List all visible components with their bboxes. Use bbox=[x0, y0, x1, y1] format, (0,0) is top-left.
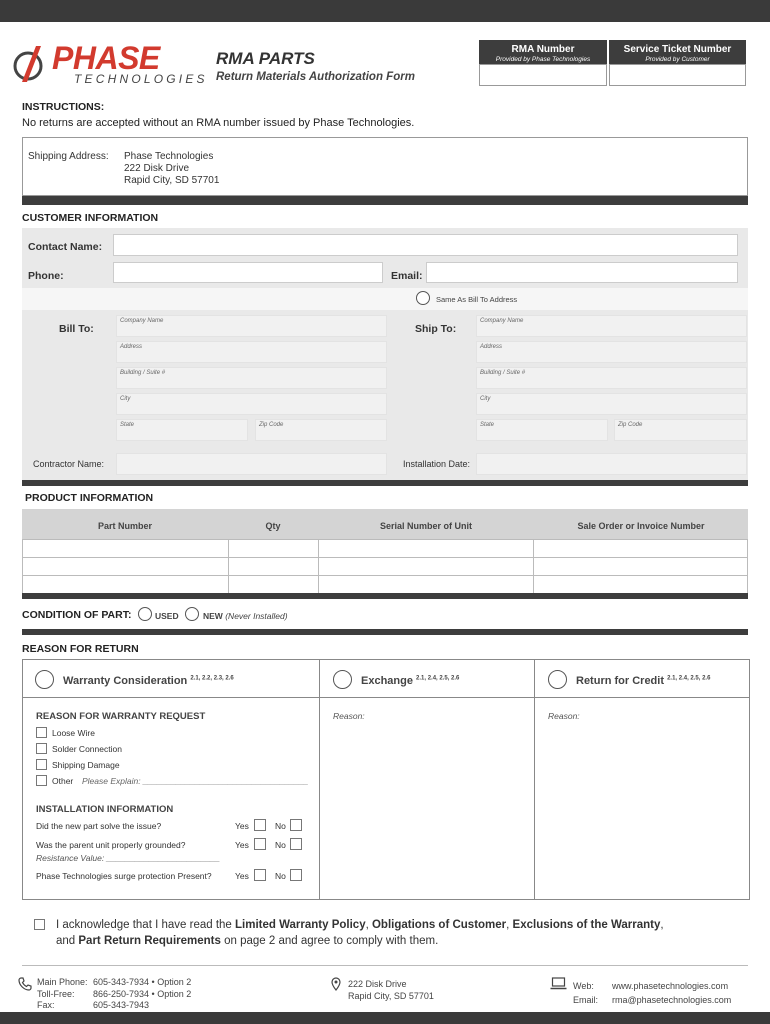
rma-number-header bbox=[479, 40, 607, 64]
footer-address-line-2: Rapid City, SD 57701 bbox=[348, 990, 434, 1001]
q3-no-label: No bbox=[275, 871, 286, 881]
reason-divider-v2 bbox=[534, 659, 535, 900]
bill-address-input[interactable] bbox=[116, 341, 387, 363]
ack-return-requirements: Part Return Requirements bbox=[78, 935, 221, 947]
loose-wire-label: Loose Wire bbox=[52, 728, 95, 738]
part-number-cell[interactable] bbox=[23, 540, 229, 558]
resistance-value-field[interactable]: Resistance Value: ________________________ bbox=[36, 853, 221, 863]
service-ticket-header bbox=[609, 40, 746, 64]
solder-connection-label: Solder Connection bbox=[52, 744, 122, 754]
fax-value: 605-343-7943 bbox=[93, 1000, 150, 1010]
phone-icon bbox=[18, 977, 32, 991]
footer-divider bbox=[22, 965, 748, 966]
ship-company-input[interactable] bbox=[476, 315, 747, 337]
ack-obligations: Obligations of Customer bbox=[371, 919, 507, 931]
same-as-bill-label: Same As Bill To Address bbox=[436, 295, 518, 304]
credit-label: Return for Credit bbox=[576, 675, 664, 687]
sale-order-cell[interactable] bbox=[534, 576, 748, 594]
rma-number-input[interactable] bbox=[479, 64, 607, 86]
rma-number-note: Provided by Phase Technologies bbox=[495, 56, 591, 63]
installation-info-heading: INSTALLATION INFORMATION bbox=[36, 804, 174, 815]
top-bar bbox=[0, 0, 770, 22]
used-label: USED bbox=[155, 611, 179, 621]
ack-text-1: I acknowledge that I have read the bbox=[56, 919, 236, 931]
sale-order-cell[interactable] bbox=[534, 540, 748, 558]
table-row bbox=[23, 540, 748, 558]
ship-state-input[interactable] bbox=[476, 419, 608, 441]
same-as-band bbox=[22, 288, 748, 310]
qty-cell[interactable] bbox=[228, 558, 318, 576]
warranty-radio[interactable] bbox=[35, 670, 54, 689]
credit-radio[interactable] bbox=[548, 670, 567, 689]
bill-state-placeholder: State bbox=[120, 422, 135, 428]
main-phone-value[interactable]: 605-343-7934 • Option 2 bbox=[93, 977, 192, 987]
ship-building-input[interactable] bbox=[476, 367, 747, 389]
q1-no-checkbox[interactable] bbox=[290, 819, 302, 831]
bill-city-placeholder: City bbox=[120, 396, 131, 402]
warranty-sup: 2.1, 2.2, 2.3, 2.6 bbox=[190, 675, 234, 682]
qty-cell[interactable] bbox=[228, 576, 318, 594]
product-info-heading: PRODUCT INFORMATION bbox=[25, 492, 154, 504]
contractor-name-input[interactable] bbox=[116, 453, 387, 475]
customer-info-heading: CUSTOMER INFORMATION bbox=[22, 212, 159, 224]
ack-text-4: , bbox=[660, 919, 664, 931]
contractor-name-label: Contractor Name: bbox=[33, 459, 105, 469]
ship-address-placeholder: Address bbox=[480, 344, 503, 350]
q1-yes-checkbox[interactable] bbox=[254, 819, 266, 831]
shipping-damage-label: Shipping Damage bbox=[52, 760, 120, 770]
q3-label: Phase Technologies surge protection Present? bbox=[36, 871, 212, 881]
ship-line-3: Rapid City, SD 57701 bbox=[124, 175, 220, 186]
logo-subtitle: TECHNOLOGIES bbox=[74, 72, 208, 86]
footer-address-line-1: 222 Disk Drive bbox=[348, 979, 407, 989]
q3-no-checkbox[interactable] bbox=[290, 869, 302, 881]
table-row bbox=[23, 558, 748, 576]
q3-yes-checkbox[interactable] bbox=[254, 869, 266, 881]
ship-line-2: 222 Disk Drive bbox=[124, 163, 190, 174]
service-ticket-label: Service Ticket Number bbox=[623, 44, 732, 55]
bill-to-label: Bill To: bbox=[59, 323, 94, 335]
credit-reason-label: Reason: bbox=[548, 711, 580, 721]
phone-input[interactable] bbox=[113, 262, 383, 283]
form-title: RMA PARTS bbox=[216, 49, 315, 68]
ack-text-2: , bbox=[365, 919, 372, 931]
bill-building-placeholder: Building / Suite # bbox=[120, 370, 166, 376]
table-row bbox=[23, 576, 748, 594]
exchange-option bbox=[361, 675, 459, 687]
fax-label: Fax: bbox=[37, 1000, 55, 1010]
bill-company-placeholder: Company Name bbox=[120, 318, 164, 324]
ship-address-input[interactable] bbox=[476, 341, 747, 363]
serial-cell[interactable] bbox=[318, 558, 534, 576]
used-radio[interactable] bbox=[138, 607, 152, 621]
ship-company-placeholder: Company Name bbox=[480, 318, 524, 324]
installation-date-label: Installation Date: bbox=[403, 459, 471, 469]
warranty-label: Warranty Consideration bbox=[63, 675, 188, 687]
ship-zip-placeholder: Zip Code bbox=[618, 422, 643, 428]
bill-state-input[interactable] bbox=[116, 419, 248, 441]
bill-zip-placeholder: Zip Code bbox=[259, 422, 284, 428]
toll-free-label: Toll-Free: bbox=[37, 988, 75, 999]
credit-reason-input[interactable] bbox=[545, 722, 743, 896]
email-link[interactable]: rma@phasetechnologies.com bbox=[612, 995, 732, 1005]
warranty-option bbox=[63, 675, 234, 687]
web-link[interactable]: www.phasetechnologies.com bbox=[612, 981, 729, 991]
bill-zip-input[interactable] bbox=[255, 419, 387, 441]
toll-free-value[interactable]: 866-250-7934 • Option 2 bbox=[93, 988, 192, 999]
ack-exclusions: Exclusions of the Warranty bbox=[512, 919, 661, 931]
q3-yes-label: Yes bbox=[235, 871, 249, 881]
acknowledge-checkbox[interactable] bbox=[34, 919, 45, 930]
col-sale-order: Sale Order or Invoice Number bbox=[577, 521, 705, 531]
col-part-number: Part Number bbox=[97, 521, 152, 531]
col-serial-number: Serial Number of Unit bbox=[379, 521, 472, 531]
acknowledge-text bbox=[56, 917, 746, 949]
phone-label: Phone: bbox=[28, 270, 64, 282]
new-note: (Never Installed) bbox=[225, 611, 288, 621]
please-explain-field[interactable]: Please Explain: ___________________________________ bbox=[82, 776, 309, 786]
q2-no-checkbox[interactable] bbox=[290, 838, 302, 850]
new-label: NEW bbox=[203, 611, 223, 621]
exchange-reason-input[interactable] bbox=[330, 722, 528, 896]
ship-city-input[interactable] bbox=[476, 393, 747, 415]
q2-no-label: No bbox=[275, 840, 286, 850]
footer-address bbox=[348, 979, 434, 1002]
ship-zip-input[interactable] bbox=[614, 419, 747, 441]
col-qty: Qty bbox=[265, 521, 281, 531]
shipping-damage-checkbox[interactable] bbox=[36, 759, 47, 770]
part-number-cell[interactable] bbox=[23, 576, 229, 594]
warranty-request-heading: REASON FOR WARRANTY REQUEST bbox=[36, 711, 206, 722]
logo-wordmark: PHASE bbox=[52, 40, 160, 76]
exchange-sup: 2.1, 2.4, 2.5, 2.6 bbox=[416, 675, 460, 682]
divider-bar-2 bbox=[22, 480, 748, 486]
bill-building-input[interactable] bbox=[116, 367, 387, 389]
ack-text-3: , bbox=[506, 919, 513, 931]
q2-yes-checkbox[interactable] bbox=[254, 838, 266, 850]
footer-phone-values bbox=[93, 977, 191, 1012]
location-pin-icon bbox=[331, 977, 341, 991]
qty-cell[interactable] bbox=[228, 540, 318, 558]
divider-bar bbox=[22, 196, 748, 205]
q2-label: Was the parent unit properly grounded? bbox=[36, 840, 186, 850]
loose-wire-checkbox[interactable] bbox=[36, 727, 47, 738]
product-table bbox=[22, 539, 748, 594]
reason-divider-h bbox=[22, 697, 750, 698]
service-ticket-note: Provided by Customer bbox=[645, 56, 710, 63]
ack-text-5: and bbox=[56, 935, 79, 947]
serial-cell[interactable] bbox=[318, 540, 534, 558]
reason-divider-v1 bbox=[319, 659, 320, 900]
main-phone-label: Main Phone: bbox=[37, 977, 88, 987]
q1-label: Did the new part solve the issue? bbox=[36, 821, 162, 831]
ship-building-placeholder: Building / Suite # bbox=[480, 370, 526, 376]
service-ticket-input[interactable] bbox=[609, 64, 746, 86]
form-subtitle: Return Materials Authorization Form bbox=[216, 71, 415, 83]
credit-sup: 2.1, 2.4, 2.5, 2.6 bbox=[667, 675, 711, 682]
exchange-radio[interactable] bbox=[333, 670, 352, 689]
bill-company-input[interactable] bbox=[116, 315, 387, 337]
installation-date-input[interactable] bbox=[476, 453, 747, 475]
rma-number-label: RMA Number bbox=[511, 44, 575, 55]
bill-city-input[interactable] bbox=[116, 393, 387, 415]
ack-warranty-policy: Limited Warranty Policy bbox=[235, 919, 366, 931]
serial-cell[interactable] bbox=[318, 576, 534, 594]
q2-yes-label: Yes bbox=[235, 840, 249, 850]
new-label-group bbox=[203, 611, 288, 621]
bill-address-placeholder: Address bbox=[120, 344, 143, 350]
contact-name-label: Contact Name: bbox=[28, 241, 103, 253]
sale-order-cell[interactable] bbox=[534, 558, 748, 576]
q1-yes-label: Yes bbox=[235, 821, 249, 831]
phase-logo-icon bbox=[12, 44, 48, 84]
shipping-address-label: Shipping Address: bbox=[28, 151, 109, 162]
bottom-bar bbox=[0, 1012, 770, 1024]
ack-text-6: on page 2 and agree to comply with them. bbox=[220, 935, 439, 947]
footer-web-values bbox=[612, 979, 731, 1007]
instructions-text: No returns are accepted without an RMA number issued by Phase Technologies. bbox=[22, 117, 415, 129]
shipping-address-lines bbox=[124, 151, 219, 187]
footer-web-labels bbox=[573, 979, 598, 1007]
divider-bar-4 bbox=[22, 629, 748, 635]
laptop-icon bbox=[550, 977, 567, 990]
condition-label: CONDITION OF PART: bbox=[22, 609, 132, 621]
ship-line-1: Phase Technologies bbox=[124, 151, 214, 162]
same-as-bill-radio[interactable] bbox=[416, 291, 430, 305]
reason-heading: REASON FOR RETURN bbox=[22, 643, 139, 655]
exchange-reason-label: Reason: bbox=[333, 711, 365, 721]
exchange-label: Exchange bbox=[361, 675, 413, 687]
new-radio[interactable] bbox=[185, 607, 199, 621]
other-label: Other bbox=[52, 776, 74, 786]
solder-connection-checkbox[interactable] bbox=[36, 743, 47, 754]
email-footer-label: Email: bbox=[573, 995, 599, 1005]
ship-city-placeholder: City bbox=[480, 396, 491, 402]
contact-name-input[interactable] bbox=[113, 234, 738, 256]
q1-no-label: No bbox=[275, 821, 286, 831]
part-number-cell[interactable] bbox=[23, 558, 229, 576]
credit-option bbox=[576, 675, 710, 687]
ship-to-label: Ship To: bbox=[415, 323, 457, 335]
email-label: Email: bbox=[391, 270, 423, 282]
web-label: Web: bbox=[573, 981, 594, 991]
ship-state-placeholder: State bbox=[480, 422, 495, 428]
divider-bar-3 bbox=[22, 593, 748, 599]
email-input[interactable] bbox=[426, 262, 738, 283]
footer-phone-labels bbox=[37, 977, 88, 1012]
other-checkbox[interactable] bbox=[36, 775, 47, 786]
instructions-heading: INSTRUCTIONS: bbox=[22, 101, 105, 113]
